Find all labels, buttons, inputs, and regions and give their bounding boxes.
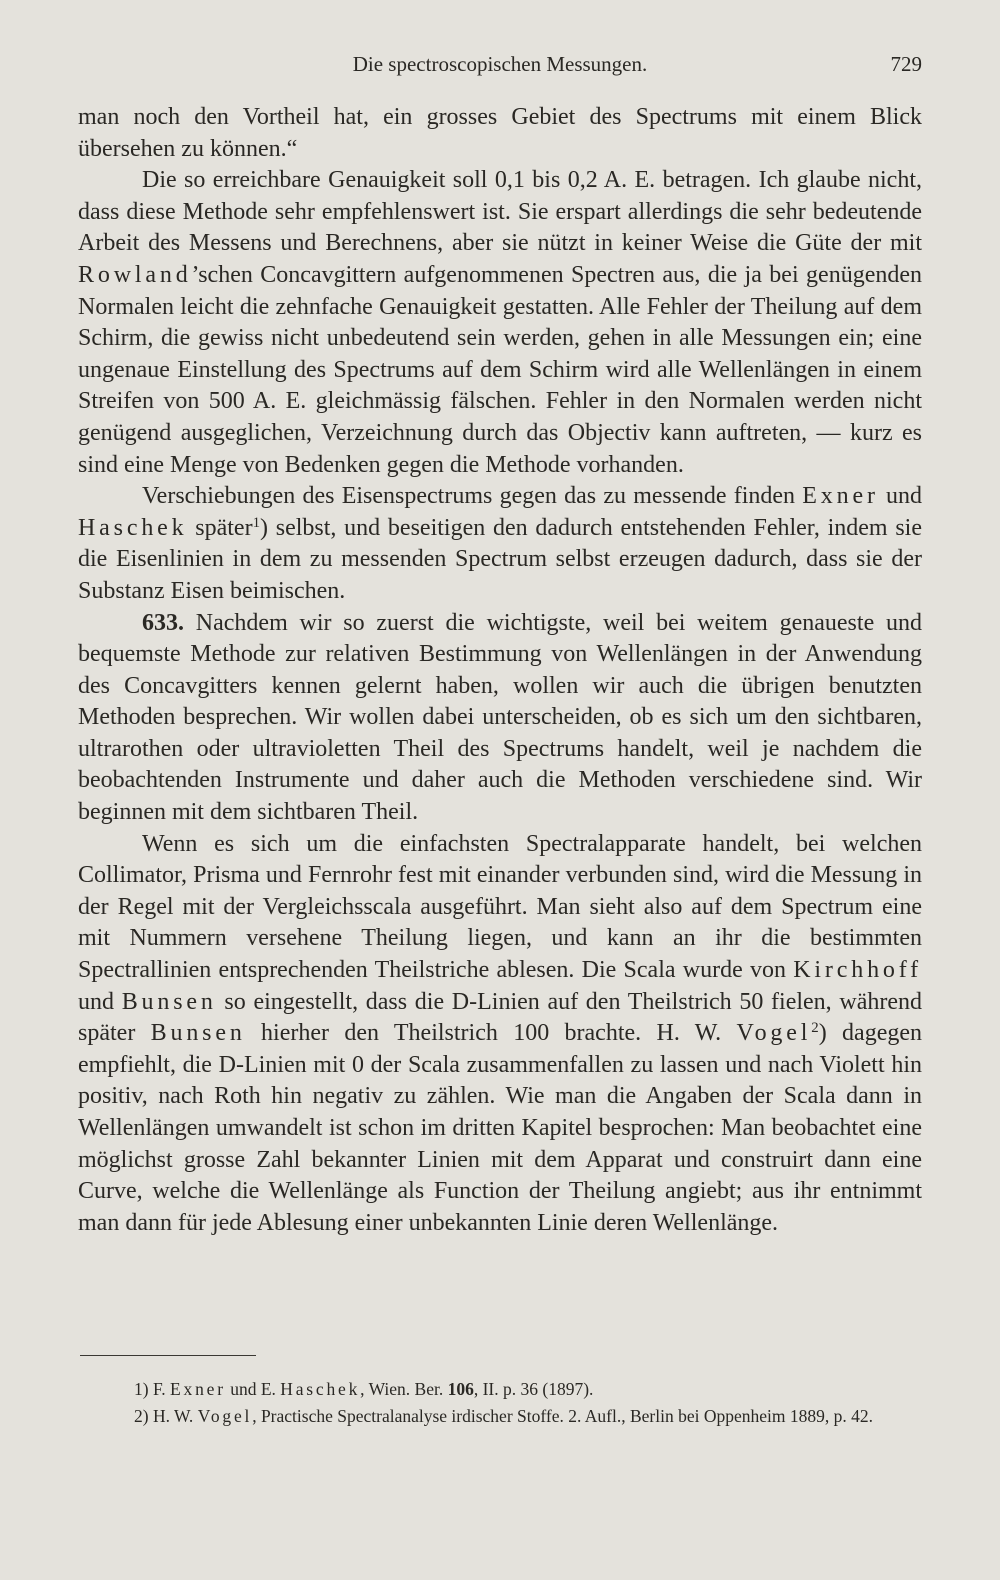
text-run: so eingestellt, dass die D-Linien auf den Theilstrich 50 fielen, während später (78, 988, 922, 1047)
author-name: Haschek (280, 1379, 361, 1399)
footnote-marker: 1 (252, 514, 261, 531)
author-name: Vogel (197, 1406, 253, 1426)
text-run: ) dagegen empfiehlt, die D-Linien mit 0 der Scala zusammenfallen zu lassen und nach Violett hin positiv, nach Roth hin negativ zu zählen. Wie man die Angaben der Scala dann in Wellenlängen umwandelt ist schon im dritten Kapitel besprochen: Man beobachtet eine möglichst grosse Zahl bekannter Linien mit dem Apparat und construirt dann eine Curve, welche die Wellenlänge als Function der Theilung angiebt; aus ihr entnimmt man dann für jede Ablesung einer unbekannten Linie deren Wellenlänge. (78, 1020, 923, 1236)
text-run: Wenn es sich um die einfachsten Spectralapparate handelt, bei welchen Collimator, Prisma und Fernrohr fest mit einander verbunden sind, wird die Messung in der Regel mit der Vergleichsscala ausgeführt. Man sieht also auf dem Spectrum eine mit Nummern versehene Theilung liegen, und kann an ihr die bestimmten Spectrallinien entsprechenden Theilstriche ablesen. Die Scala wurde von (78, 830, 922, 984)
text-run: , II. p. 36 (1897). (473, 1379, 594, 1399)
author-name: Bunsen (121, 988, 217, 1015)
author-name: Exner (802, 483, 879, 510)
text-run: Die so erreichbare Genauigkeit soll 0,1 bis 0,2 A. E. betragen. Ich glaube nicht, dass diese Methode sehr empfehlenswert ist. Sie erspart allerdings die sehr bedeutende Arbeit des Messens und Berechnens, aber sie nützt in keiner Weise die Güte der mit (78, 167, 922, 257)
author-name: Exner (170, 1379, 226, 1399)
text-run: Nachdem wir so zuerst die wichtigste, weil bei weitem genaueste und bequemste Methode zur relativen Bestimmung von Wellenlängen in der Anwendung des Concavgitters kennen gelernt haben, wollen wir auch die übrigen benutzten Methoden besprechen. Wir wollen dabei unterscheiden, ob es sich um den sichtbaren, ultrarothen oder ultravioletten Theil des Spectrums handelt, weil je nachdem die beobachtenden Instrumente und daher auch die Methoden verschiedene sind. Wir beginnen mit dem sichtbaren Theil. (78, 609, 922, 826)
page-number: 729 (890, 52, 922, 76)
paragraph (78, 608, 922, 829)
page-header (78, 52, 922, 84)
text-run: hierher den Theilstrich 100 brachte. H. W. (245, 1020, 737, 1047)
running-title: Die spectroscopischen Messungen. (352, 52, 648, 76)
section-number: 633. (142, 609, 184, 636)
author-name: Bunsen (150, 1020, 246, 1047)
text-run: und (78, 988, 122, 1015)
footnote (78, 1376, 922, 1403)
footnotes (78, 1376, 922, 1430)
author-name: Rowland (78, 261, 192, 288)
body-text (78, 102, 922, 1239)
author-name: Vogel (736, 1020, 812, 1047)
text-run: 1) F. (134, 1379, 171, 1399)
footnote (78, 1403, 922, 1430)
text-run: , Wien. Ber. (360, 1379, 448, 1399)
footnote-separator (80, 1355, 256, 1356)
paragraph (78, 481, 922, 607)
author-name: Kirchhoff (793, 957, 922, 984)
text-run: und (878, 483, 923, 510)
volume-number: 106 (447, 1379, 474, 1399)
footnote-marker: 2 (811, 1020, 819, 1037)
text-run: Verschiebungen des Eisenspectrums gegen das zu messende finden (142, 483, 803, 510)
text-run: später (187, 514, 253, 541)
paragraph: man noch den Vortheil hat, ein grosses Gebiet des Spectrums mit einem Blick übersehen zu können.“ (78, 104, 922, 162)
text-run: , Practische Spectralanalyse irdischer Stoffe. 2. Aufl., Berlin bei Oppenheim 1889, p. 42. (252, 1406, 873, 1426)
paragraph (78, 165, 922, 481)
text-run: ) selbst, und beseitigen den dadurch entstehenden Fehler, indem sie die Eisenlinien in dem zu messenden Spectrum selbst erzeugen dadurch, dass sie der Substanz Eisen beimischen. (78, 514, 922, 604)
text-run: ’schen Concavgittern aufgenommenen Spectren aus, die ja bei genügenden Normalen leicht die zehnfache Genauigkeit gestatten. Alle Fehler der Theilung auf dem Schirm, die gewiss nicht unbedeutend sein werden, gehen in alle Messungen ein; eine ungenaue Einstellung des Spectrums auf dem Schirm wird alle Wellenlängen in einem Streifen von 500 A. E. gleichmässig fälschen. Fehler in den Normalen werden nicht genügend ausgeglichen, Verzeichnung durch das Objectiv kann auftreten, — kurz es sind eine Menge von Bedenken gegen die Methode vorhanden. (78, 261, 922, 478)
author-name: Haschek (78, 514, 188, 541)
paragraph (78, 829, 922, 1240)
text-run: und E. (225, 1379, 281, 1399)
text-run: 2) H. W. (134, 1406, 198, 1426)
